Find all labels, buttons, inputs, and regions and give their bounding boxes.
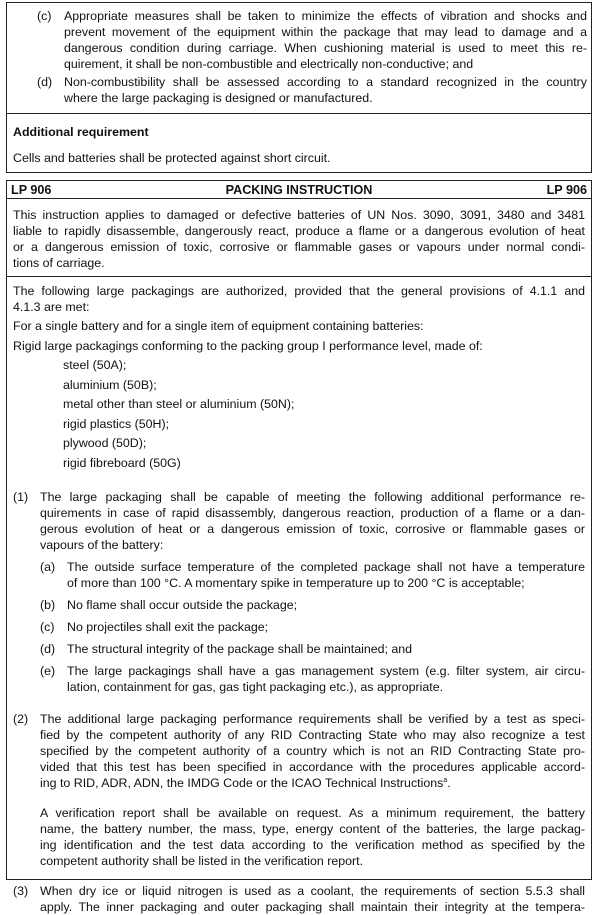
item-label: (b) xyxy=(40,598,56,612)
scope-section xyxy=(7,199,591,277)
report-line: ing identification and the test data according to the verification method as specified by the xyxy=(40,838,585,852)
box-packaging-conditions xyxy=(6,2,592,114)
scope-line: This instruction applies to damaged or defective batteries of UN Nos. 3090, 3091, 3480 and 3481 xyxy=(13,208,585,222)
single-battery-text: For a single battery and for a single item of equipment containing batteries: xyxy=(13,319,424,333)
requirement-3 xyxy=(13,883,585,915)
material-item: aluminium (50B); xyxy=(63,377,157,392)
item-label: (d) xyxy=(37,75,53,89)
item-label: (d) xyxy=(40,642,56,656)
lp906-header xyxy=(7,181,591,199)
item-label: (c) xyxy=(40,620,55,634)
lp906-packing-instruction xyxy=(6,180,592,914)
item-line: quirement, it shall be non-combustible and electrically non-conductive; and xyxy=(64,57,474,71)
code-left: LP 906 xyxy=(11,183,52,197)
material-item: metal other than steel or aluminium (50N); xyxy=(63,397,295,411)
item-line: The additional large packaging performance requirements shall be verified by a test as speci- xyxy=(40,712,585,726)
item-line: The large packaging shall be capable of meeting the following additional performance re- xyxy=(40,490,585,504)
item-label: (1) xyxy=(13,490,29,504)
item-line: vapours of the battery: xyxy=(40,538,164,552)
requirement-1 xyxy=(13,489,585,701)
item-line: fied by the competent authority of any RID Contracting State who may also recognize a test xyxy=(40,728,585,742)
item-line: where the large packaging is designed or manufactured. xyxy=(64,91,373,105)
rigid-packagings-text: Rigid large packagings conforming to the packing group I performance level, made of: xyxy=(13,339,483,353)
item-label: (a) xyxy=(40,560,56,574)
authorized-line: 4.1.3 are met: xyxy=(13,300,90,314)
material-item: steel (50A); xyxy=(63,358,127,372)
list-item xyxy=(37,74,587,106)
item-line: No flame shall occur outside the package; xyxy=(67,598,298,612)
item-line: Non-combustibility shall be assessed according to a standard recognized in the country xyxy=(64,75,587,89)
item-line: apply. The inner packaging and outer packaging shall maintain their integrity at the tempera- xyxy=(40,900,585,914)
authorized-packagings-section xyxy=(7,277,591,915)
item-line: ing to RID, ADR, ADN, the IMDG Code or the ICAO Technical Instructions xyxy=(40,776,444,790)
material-item: plywood (50D); xyxy=(63,436,147,450)
line-end: . xyxy=(447,776,451,790)
sub-item xyxy=(40,559,585,591)
item-line: The outside surface temperature of the completed package shall not have a temperature xyxy=(67,560,585,574)
instruction-title: PACKING INSTRUCTION xyxy=(225,183,373,197)
item-line: of more than 100 °C. A momentary spike in temperature up to 200 °C is acceptable; xyxy=(67,576,525,590)
item-line: dangerous condition during carriage. When cushioning material is used to meet this re- xyxy=(64,41,587,55)
item-label: (e) xyxy=(40,664,56,678)
sub-item xyxy=(40,619,585,635)
scope-line: or a dangerous emission of toxic, corrosive or flammable gases or vapours under normal condi- xyxy=(13,240,585,254)
report-line: A verification report shall be available on request. As a minimum requirement, the battery xyxy=(40,806,585,820)
item-line: quirements in case of rapid disassembly, dangerous reaction, production of a flame or a dan- xyxy=(40,506,585,520)
item-label: (2) xyxy=(13,712,29,726)
item-line: Appropriate measures shall be taken to minimize the effects of vibration and shocks and xyxy=(64,9,587,23)
item-line: lation, containment for gas, gas tight packaging etc.), as appropriate. xyxy=(67,680,444,694)
additional-requirement-text: Cells and batteries shall be protected against short circuit. xyxy=(13,151,331,165)
list-item xyxy=(37,8,587,72)
report-line: name, the battery number, the mass, type, energy content of the batteries, the large packag- xyxy=(40,822,585,836)
sub-item xyxy=(40,597,585,613)
item-label: (3) xyxy=(13,884,29,898)
authorized-line: The following large packagings are authorized, provided that the general provisions of 4.1.1 and xyxy=(13,284,585,298)
scope-line: liable to rapidly disassemble, dangerously react, produce a flame or a dangerous evolution of heat xyxy=(13,224,585,238)
report-line: competent authority shall be listed in the verification report. xyxy=(40,854,364,868)
item-line: vided that this test has been specified in accordance with the procedures applicable accord- xyxy=(40,760,585,774)
sub-item xyxy=(40,663,585,695)
additional-requirement-heading: Additional requirement xyxy=(13,125,149,139)
requirement-2 xyxy=(13,711,585,869)
sub-item xyxy=(40,641,585,657)
item-line: gerous evolution of heat or a dangerous emission of toxic, corrosive or flammable gases or xyxy=(40,522,585,536)
code-right: LP 906 xyxy=(546,183,587,197)
material-item: rigid plastics (50H); xyxy=(63,416,170,431)
footnote-mark[interactable]: a xyxy=(443,776,448,784)
item-line: The structural integrity of the package shall be maintained; and xyxy=(67,642,413,656)
box-additional-requirement xyxy=(6,113,592,173)
scope-line: tions of carriage. xyxy=(13,256,105,270)
item-line: specified by the competent authority of a country which is not an RID Contracting State pro- xyxy=(40,744,585,758)
item-line: When dry ice or liquid nitrogen is used as a coolant, the requirements of section 5.5.3 shall xyxy=(40,884,585,898)
item-line: prevent movement of the equipment within the package that may lead to damage and a xyxy=(64,25,587,39)
item-line: No projectiles shall exit the package; xyxy=(67,620,269,634)
item-label: (c) xyxy=(37,9,52,23)
item-line: The large packagings shall have a gas management system (e.g. filter system, air circu- xyxy=(67,664,585,678)
material-item: rigid fibreboard (50G) xyxy=(63,455,181,470)
